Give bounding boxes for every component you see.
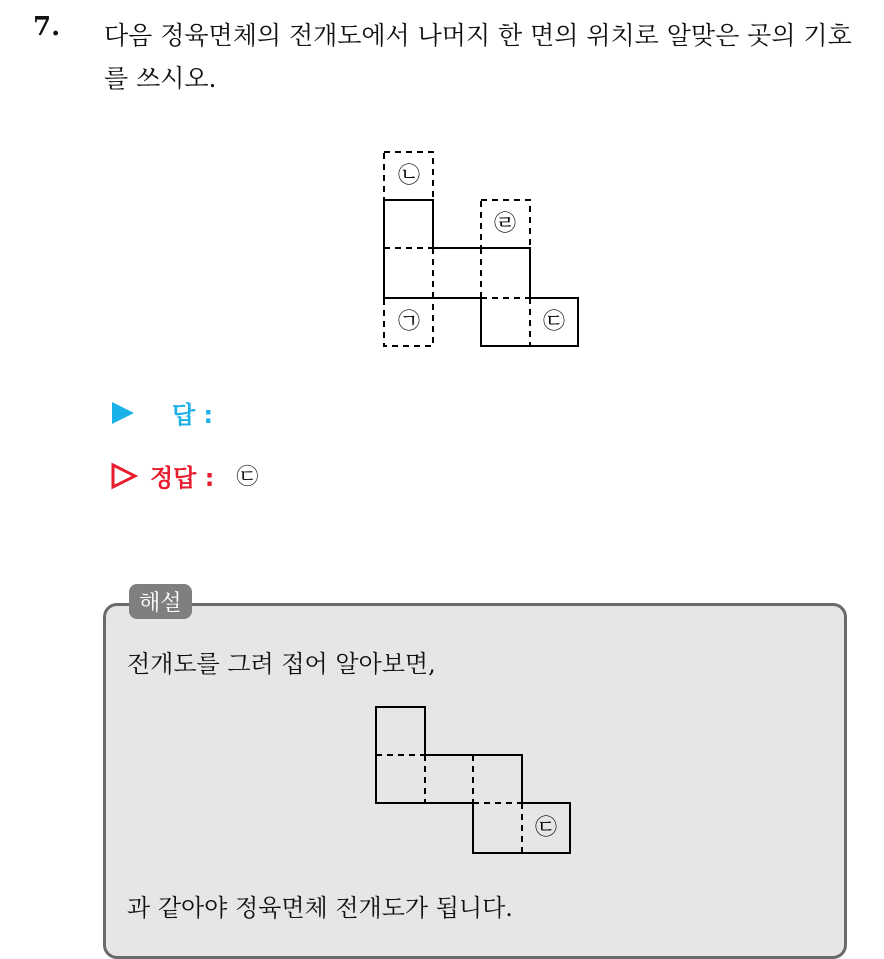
- label-d: ㉣: [493, 211, 517, 237]
- correct-answer-value: ㉢: [236, 465, 259, 490]
- solution-net-diagram: [372, 703, 576, 859]
- outline-play-icon: [110, 462, 138, 490]
- solution-label-c: ㉢: [534, 815, 558, 841]
- question-text: 다음 정육면체의 전개도에서 나머지 한 면의 위치로 알맞은 곳의 기호를 쓰시오.: [104, 21, 852, 93]
- solution-tag: 해설: [129, 584, 192, 619]
- play-icon: [110, 400, 136, 426]
- label-a: ㉠: [397, 309, 421, 335]
- answer-row: [110, 395, 235, 430]
- solution-text-1: 전개도를 그려 접어 알아보면,: [127, 650, 436, 678]
- question-number: 7.: [33, 12, 61, 42]
- correct-answer-row: [110, 458, 258, 493]
- correct-answer-label: 정답 :: [150, 464, 215, 492]
- solution-text-2: 과 같아야 정육면체 전개도가 됩니다.: [127, 894, 513, 922]
- answer-label: 답 :: [172, 401, 214, 429]
- question-net-diagram: [380, 148, 584, 352]
- label-c: ㉢: [542, 309, 566, 335]
- label-b: ㉡: [397, 163, 421, 189]
